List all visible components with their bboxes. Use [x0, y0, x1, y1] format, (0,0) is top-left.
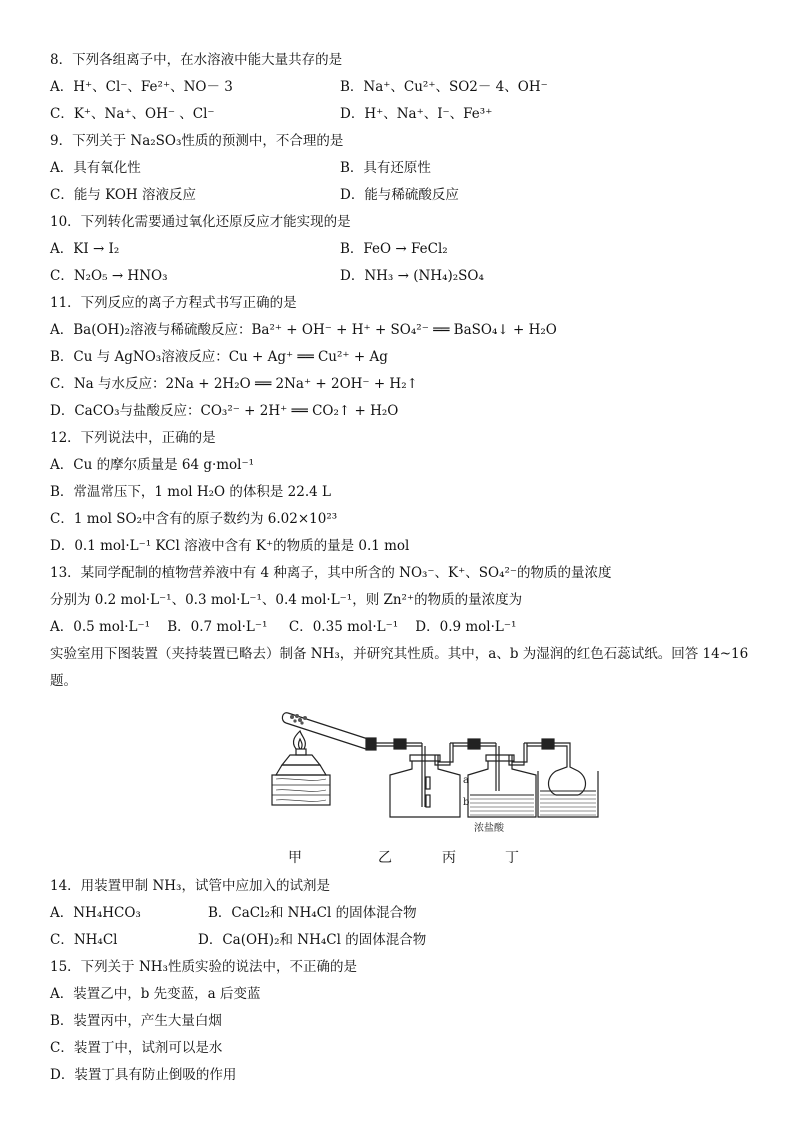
question-15-option-d: D．装置丁具有防止倒吸的作用 [50, 1067, 237, 1083]
apparatus-captions [50, 845, 760, 873]
label-a: a [463, 775, 469, 786]
question-13-options: A．0.5 mol·L⁻¹ B．0.7 mol·L⁻¹ C．0.35 mol·L⁻¹ D．0.9 mol·L⁻¹ [50, 619, 517, 635]
question-11-option-d: D．CaCO₃与盐酸反应：CO₃²⁻ + 2H⁺ ══ CO₂↑ + H₂O [50, 403, 399, 419]
question-9: 9．下列关于 Na₂SO₃性质的预测中，不合理的是 [50, 133, 344, 149]
label-conc-hcl: 浓盐酸 [474, 823, 504, 834]
caption-ding: 丁 [505, 850, 519, 866]
apparatus-jia [272, 713, 394, 805]
question-8: 8．下列各组离子中，在水溶液中能大量共存的是 [50, 52, 343, 68]
caption-jia: 甲 [288, 850, 302, 866]
question-12: 12．下列说法中，正确的是 [50, 430, 216, 446]
question-15-option-b: B．装置丙中，产生大量白烟 [50, 1013, 222, 1029]
question-15-option-a: A．装置乙中，b 先变蓝，a 后变蓝 [50, 986, 261, 1002]
question-10: 10．下列转化需要通过氧化还原反应才能实现的是 [50, 214, 351, 230]
apparatus-svg [50, 695, 760, 845]
apparatus-ding [538, 753, 598, 817]
exam-page [50, 47, 760, 1089]
caption-bing: 丙 [442, 850, 456, 866]
question-13-cont: 分别为 0.2 mol·L⁻¹、0.3 mol·L⁻¹、0.4 mol·L⁻¹，则 Zn²⁺的物质的量浓度为 [50, 592, 523, 608]
question-12-option-d: D．0.1 mol·L⁻¹ KCl 溶液中含有 K⁺的物质的量是 0.1 mol [50, 538, 410, 554]
question-10-options-ab: A．KI → I₂ B．FeO → FeCl₂ [50, 241, 448, 257]
question-12-option-c: C．1 mol SO₂中含有的原子数约为 6.02×10²³ [50, 511, 338, 527]
question-14: 14．用装置甲制 NH₃，试管中应加入的试剂是 [50, 878, 330, 894]
apparatus-intro-cont: 题。 [50, 673, 77, 689]
question-10-options-cd: C．N₂O₅ → HNO₃ D．NH₃ → (NH₄)₂SO₄ [50, 268, 484, 284]
question-11-option-a: A．Ba(OH)₂溶液与稀硫酸反应：Ba²⁺ + OH⁻ + H⁺ + SO₄²⁻ ══ BaSO₄↓ + H₂O [50, 322, 557, 338]
question-12-option-a: A．Cu 的摩尔质量是 64 g·mol⁻¹ [50, 457, 255, 473]
question-14-options-cd: C．NH₄Cl D．Ca(OH)₂和 NH₄Cl 的固体混合物 [50, 932, 427, 948]
caption-yi: 乙 [378, 850, 392, 866]
question-9-options-ab: A．具有氧化性 B．具有还原性 [50, 160, 431, 176]
question-15-option-c: C．装置丁中，试剂可以是水 [50, 1040, 223, 1056]
apparatus-diagram [50, 695, 760, 845]
label-b: b [463, 797, 470, 808]
apparatus-bing [468, 743, 536, 817]
question-11-option-b: B．Cu 与 AgNO₃溶液反应：Cu + Ag⁺ ══ Cu²⁺ + Ag [50, 349, 388, 365]
question-8-options-cd: C．K⁺、Na⁺、OH⁻ 、Cl⁻ D．H⁺、Na⁺、I⁻、Fe³⁺ [50, 106, 493, 122]
question-11: 11．下列反应的离子方程式书写正确的是 [50, 295, 297, 311]
question-9-options-cd: C．能与 KOH 溶液反应 D．能与稀硫酸反应 [50, 187, 459, 203]
question-12-option-b: B．常温常压下，1 mol H₂O 的体积是 22.4 L [50, 484, 331, 500]
question-8-options-ab: A．H⁺、Cl⁻、Fe²⁺、NO－ 3 B．Na⁺、Cu²⁺、SO2－ 4、OH⁻ [50, 79, 548, 95]
question-14-options-ab: A．NH₄HCO₃ B．CaCl₂和 NH₄Cl 的固体混合物 [50, 905, 417, 921]
apparatus-intro: 实验室用下图装置（夹持装置已略去）制备 NH₃，并研究其性质。其中，a、b 为湿润的红色石蕊试纸。回答 14~16 [50, 646, 749, 662]
question-11-option-c: C．Na 与水反应：2Na + 2H₂O ══ 2Na⁺ + 2OH⁻ + H₂↑ [50, 376, 418, 392]
question-13: 13．某同学配制的植物营养液中有 4 种离子，其中所含的 NO₃⁻、K⁺、SO₄²⁻的物质的量浓度 [50, 565, 612, 581]
question-15: 15．下列关于 NH₃性质实验的说法中，不正确的是 [50, 959, 357, 975]
